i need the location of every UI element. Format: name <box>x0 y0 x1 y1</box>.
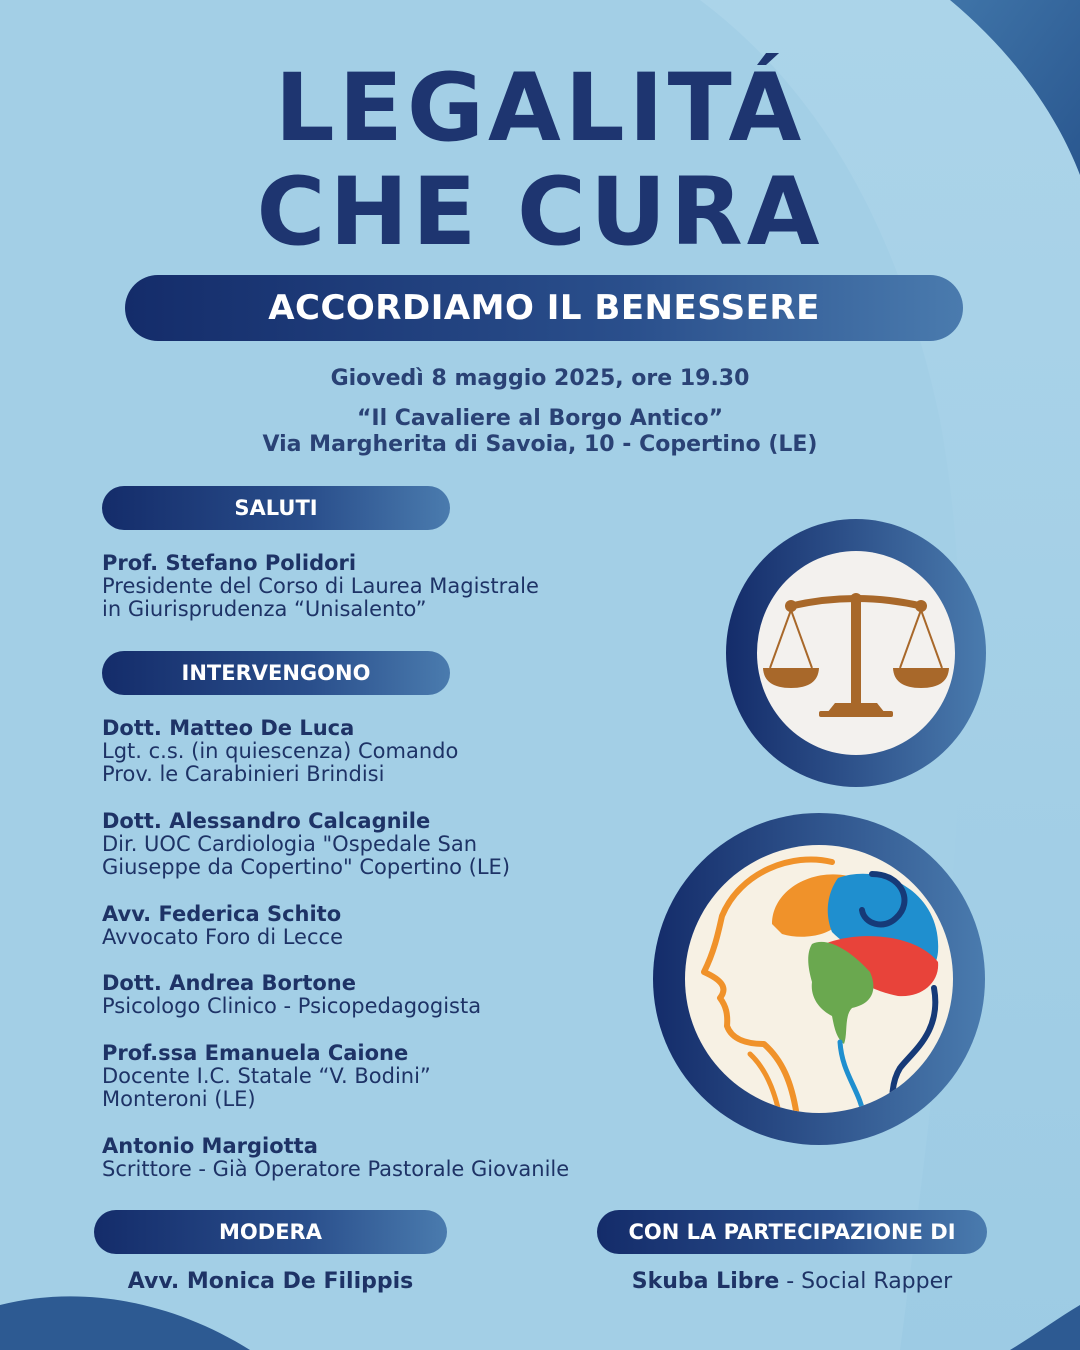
speaker-name: Dott. Matteo De Luca <box>102 716 355 740</box>
speaker-role: Dir. UOC Cardiologia "Ospedale San Giuseppe da Copertino" Copertino (LE) <box>102 832 511 879</box>
section-partecipazione-label: CON LA PARTECIPAZIONE DI <box>597 1210 987 1254</box>
speaker-intervengono-4 <box>102 1041 722 1111</box>
section-saluti-label: SALUTI <box>102 486 450 530</box>
event-address: Via Margherita di Savoia, 10 - Copertino (LE) <box>262 432 818 457</box>
speaker-role: Presidente del Corso di Laurea Magistrale in Giurisprudenza “Unisalento” <box>102 574 539 621</box>
title-line-1: LEGALITÁ <box>274 54 806 163</box>
speaker-name: Avv. Federica Schito <box>102 902 342 926</box>
guest-role: - Social Rapper <box>779 1269 953 1294</box>
speaker-intervengono-5 <box>102 1134 722 1181</box>
speaker-intervengono-0 <box>102 716 722 786</box>
speaker-role: Docente I.C. Statale “V. Bodini” Monteroni (LE) <box>102 1064 431 1111</box>
guest-line <box>587 1268 997 1296</box>
section-intervengono-label: INTERVENGONO <box>102 651 450 695</box>
speaker-intervengono-3 <box>102 971 722 1018</box>
scales-of-justice-icon <box>725 518 987 788</box>
speaker-role: Scrittore - Già Operatore Pastorale Giovanile <box>102 1157 570 1181</box>
title-line-2: CHE CURA <box>256 158 824 267</box>
speaker-intervengono-1 <box>102 809 722 879</box>
section-modera-label: MODERA <box>94 1210 447 1254</box>
speaker-role: Lgt. c.s. (in quiescenza) Comando Prov. le Carabinieri Brindisi <box>102 739 459 786</box>
speaker-name: Antonio Margiotta <box>102 1134 318 1158</box>
head-brain-icon <box>652 812 987 1147</box>
speaker-name: Prof. Stefano Polidori <box>102 551 357 575</box>
speaker-name: Dott. Andrea Bortone <box>102 971 356 995</box>
moderator-name: Avv. Monica De Filippis <box>127 1269 414 1294</box>
speaker-role: Psicologo Clinico - Psicopedagogista <box>102 994 482 1018</box>
speaker-saluti-0 <box>102 551 722 621</box>
subtitle-banner: ACCORDIAMO IL BENESSERE <box>125 275 963 341</box>
speaker-name: Dott. Alessandro Calcagnile <box>102 809 431 833</box>
event-venue: “Il Cavaliere al Borgo Antico” <box>356 406 724 431</box>
speaker-name: Prof.ssa Emanuela Caione <box>102 1041 409 1065</box>
guest-name: Skuba Libre <box>631 1269 780 1294</box>
speaker-role: Avvocato Foro di Lecce <box>102 925 343 949</box>
event-date: Giovedì 8 maggio 2025, ore 19.30 <box>330 366 750 391</box>
speaker-intervengono-2 <box>102 902 722 949</box>
